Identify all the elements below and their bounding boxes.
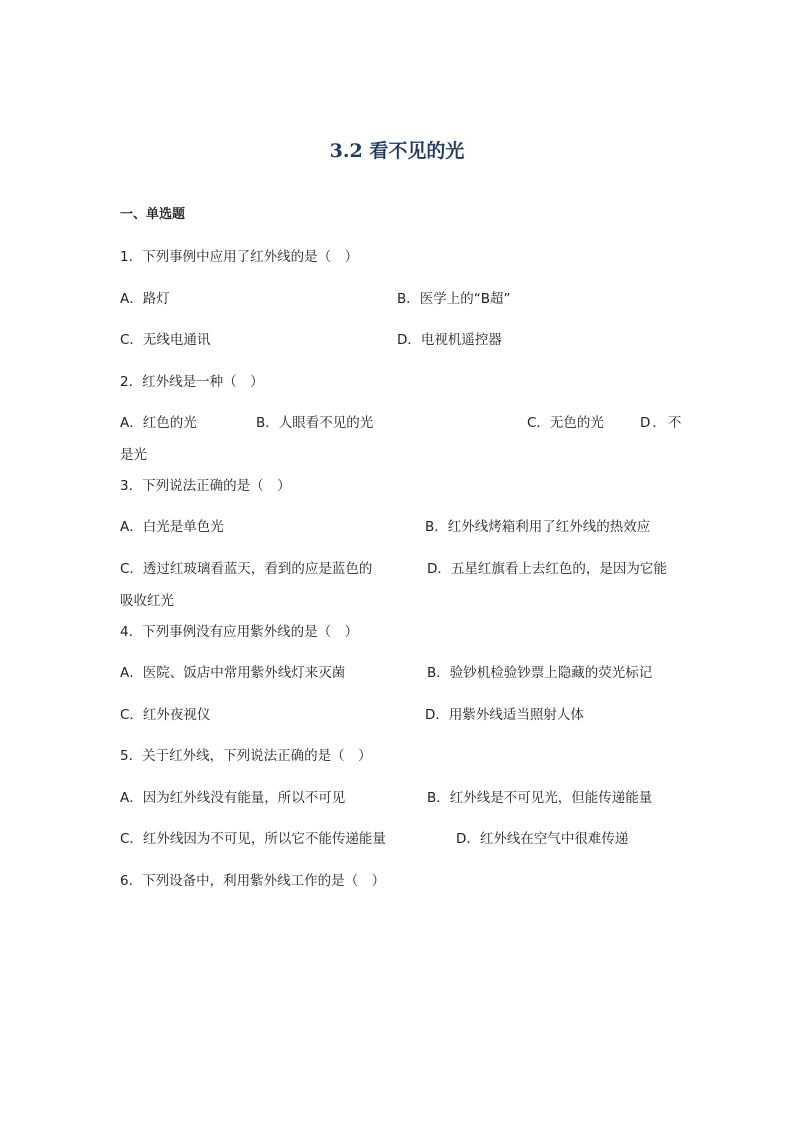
question-5-stem: 5．关于红外线，下列说法正确的是（ ）: [120, 748, 372, 764]
question-2-option-c: C．无色的光: [527, 415, 604, 431]
question-5-option-c: C．红外线因为不可见，所以它不能传递能量: [120, 831, 386, 847]
question-6-stem: 6．下列设备中，利用紫外线工作的是（ ）: [120, 873, 386, 889]
page-title: 3.2 看不见的光: [329, 140, 465, 162]
question-4-option-a: A．医院、饭店中常用紫外线灯来灭菌: [120, 665, 346, 681]
question-2-option-d-continued: 是光: [120, 447, 147, 463]
question-3-option-b: B．红外线烤箱利用了红外线的热效应: [425, 519, 651, 535]
question-5-option-a: A．因为红外线没有能量，所以不可见: [120, 790, 346, 806]
question-3-option-c: C．透过红玻璃看蓝天，看到的应是蓝色的: [120, 561, 373, 577]
question-3-option-d: D．五星红旗看上去红色的，是因为它能: [427, 561, 667, 577]
question-4-option-b: B．验钞机检验钞票上隐藏的荧光标记: [427, 665, 653, 681]
question-3-stem: 3．下列说法正确的是（ ）: [120, 478, 291, 494]
question-1-stem: 1．下列事例中应用了红外线的是（ ）: [120, 249, 359, 265]
question-2-option-d: D．不: [640, 415, 684, 431]
question-2-option-a: A．红色的光: [120, 415, 197, 431]
question-5-option-b: B．红外线是不可见光，但能传递能量: [427, 790, 653, 806]
question-2-option-b: B．人眼看不见的光: [256, 415, 374, 431]
question-4-option-c: C．红外夜视仪: [120, 707, 211, 723]
question-4-option-d: D．用紫外线适当照射人体: [425, 707, 584, 723]
question-4-stem: 4．下列事例没有应用紫外线的是（ ）: [120, 624, 359, 640]
question-3-option-d-continued: 吸收红光: [120, 593, 174, 609]
question-1-option-b: B．医学上的“B超”: [397, 291, 511, 307]
question-1-option-c: C．无线电通讯: [120, 332, 211, 348]
section-heading: 一、单选题: [120, 207, 186, 222]
question-2-stem: 2．红外线是一种（ ）: [120, 374, 264, 390]
question-3-option-a: A．白光是单色光: [120, 519, 224, 535]
question-1-option-d: D．电视机遥控器: [397, 332, 502, 348]
question-1-option-a: A．路灯: [120, 291, 170, 307]
question-5-option-d: D．红外线在空气中很难传递: [456, 831, 629, 847]
